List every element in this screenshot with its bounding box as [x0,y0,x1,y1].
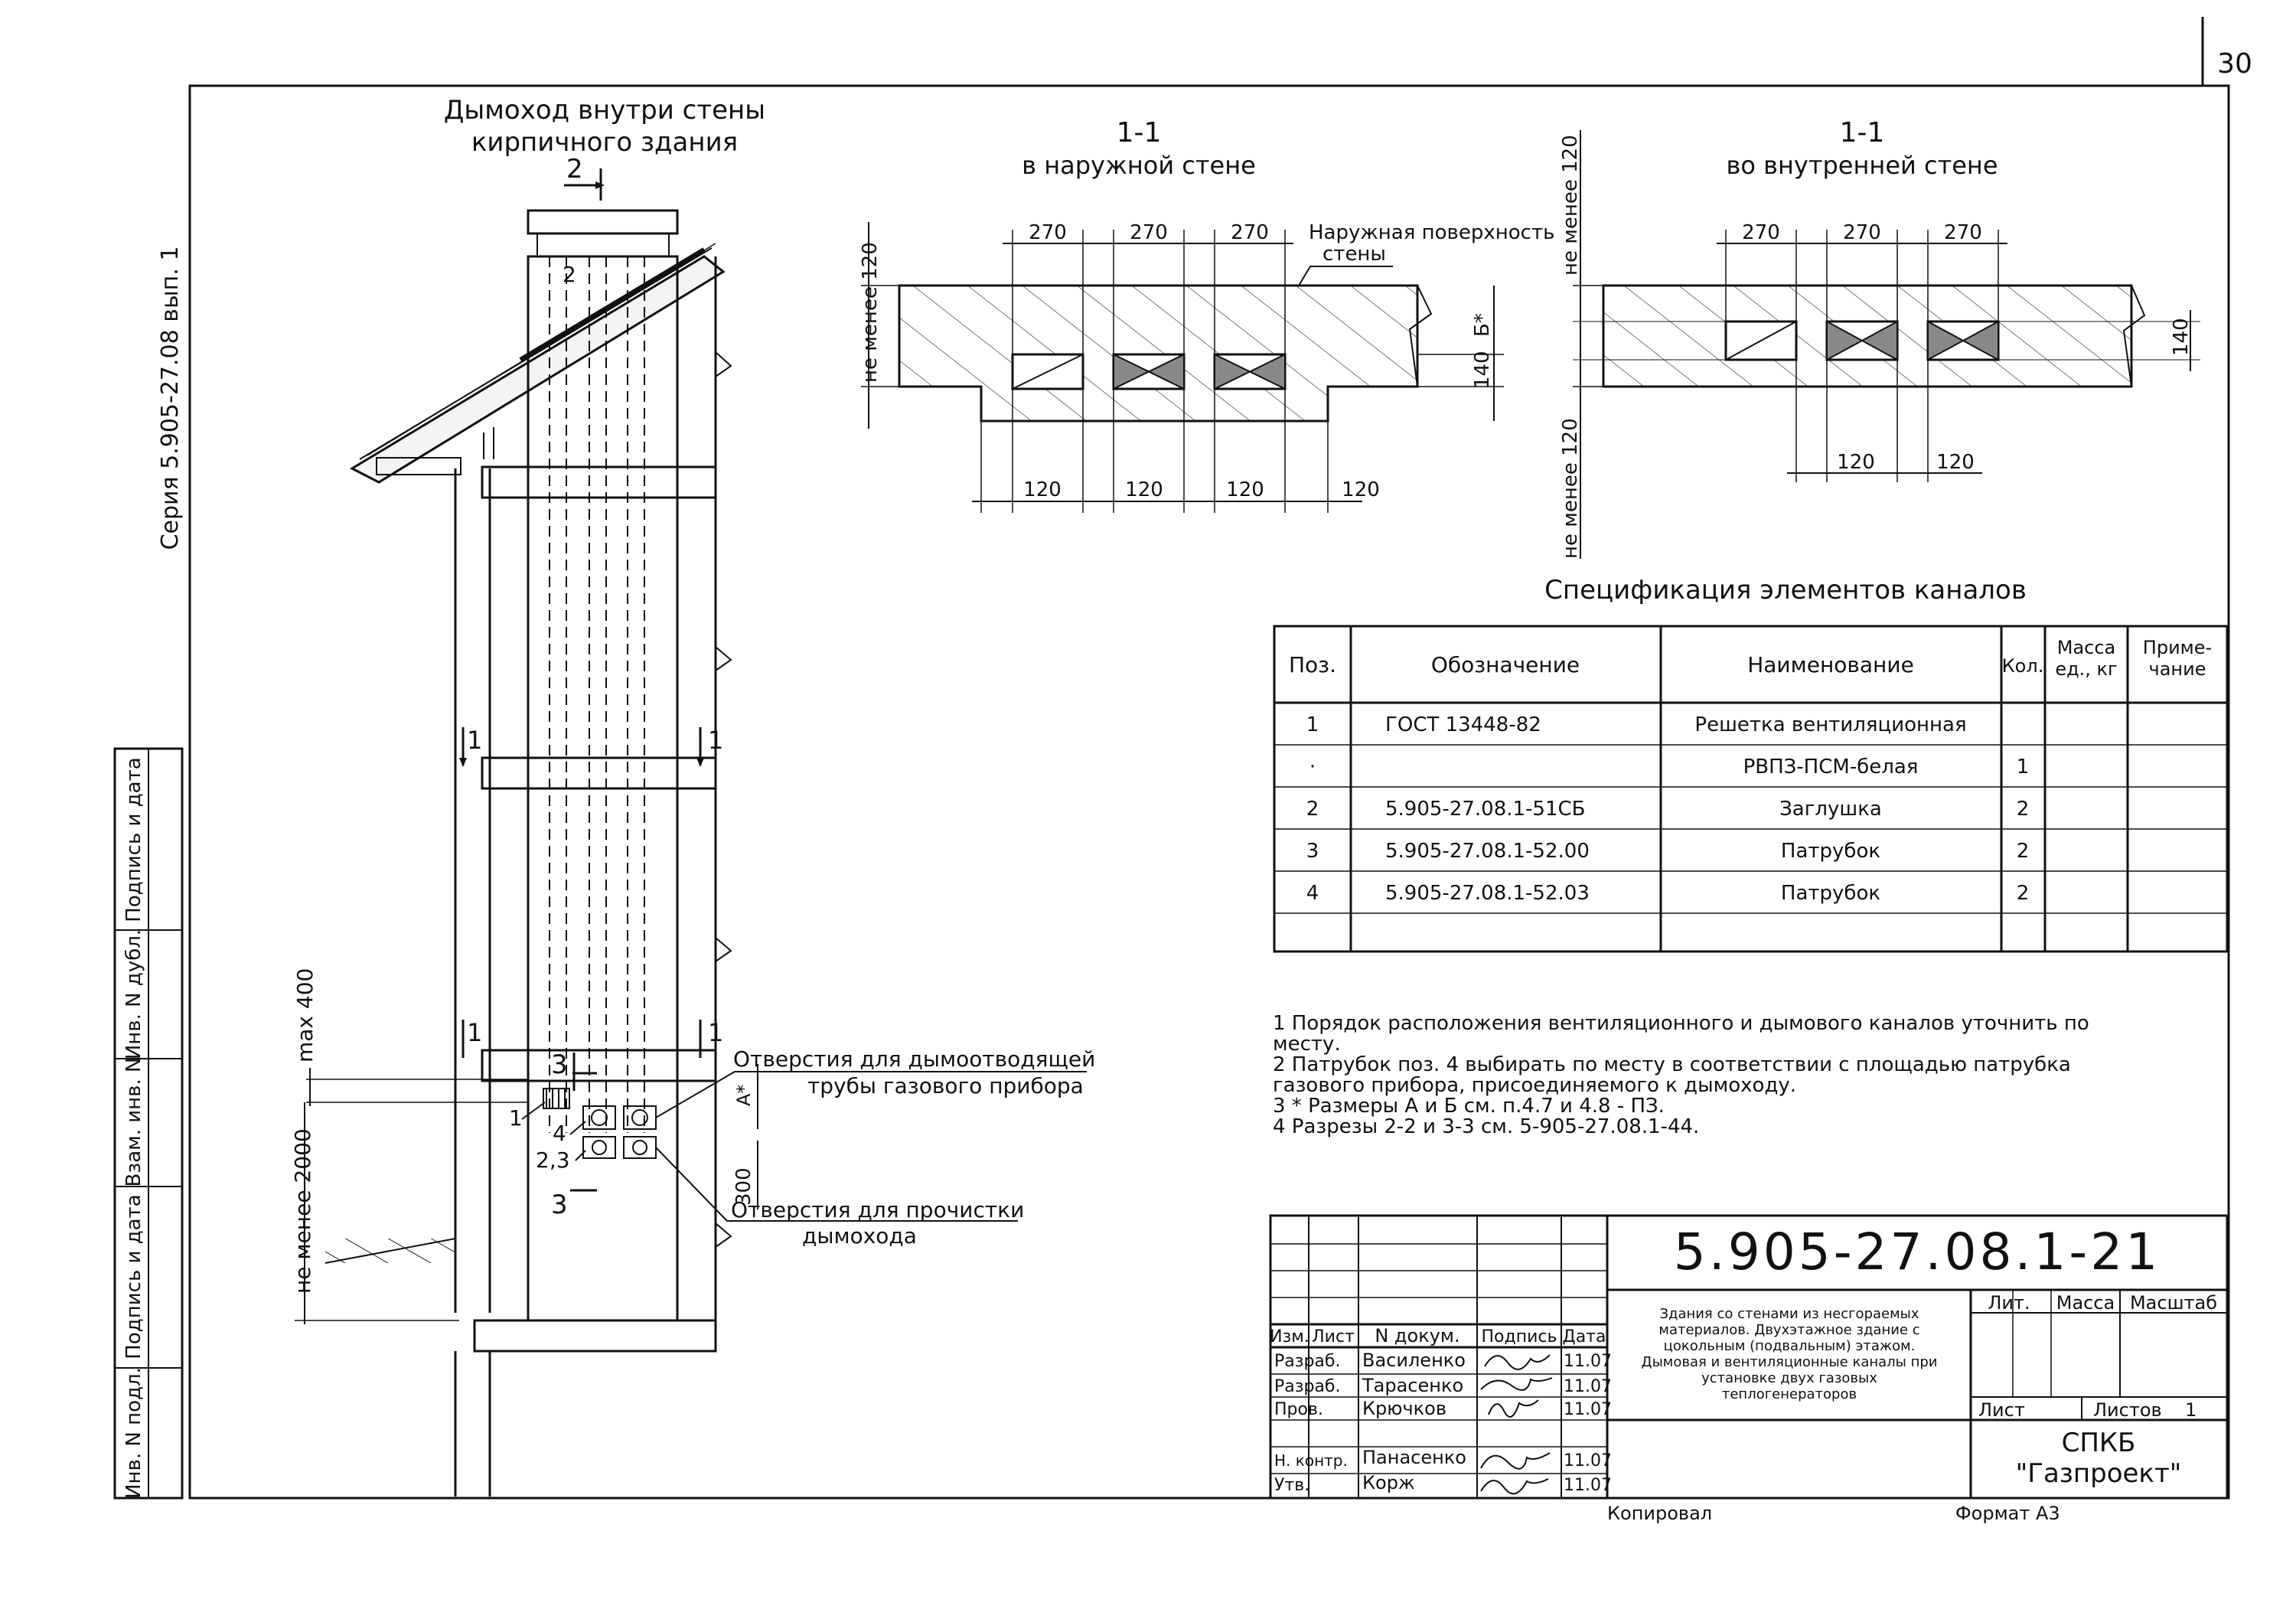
note-clean-opening-2: дымохода [802,1223,917,1249]
note-line-2: месту. [1273,1033,1341,1056]
spec-header-name: Наименование [1747,652,1914,677]
spec-row-4-name: Патрубок [1780,840,1881,863]
section-mark-1-right-b: 1 [708,1018,724,1047]
tb-header-list: Лист [1312,1327,1355,1346]
spec-row-2-pos: · [1309,756,1316,778]
spec-row-4-pos: 3 [1306,840,1319,863]
inner-dim-top-2: 270 [1843,221,1881,244]
inner-dim-bottom-2: 120 [1936,451,1975,474]
tb-org-line-1: СПКБ [2061,1428,2136,1458]
tb-sheets-label: Листов [2093,1399,2162,1421]
note-clean-opening-1: Отверстия для прочистки [731,1197,1025,1222]
tb-header-izm: Изм. [1270,1327,1309,1346]
section-mark-2-cap: 2 [563,262,576,287]
note-line-3: 2 Патрубок поз. 4 выбирать по месту в соответствии с площадью патрубка [1273,1053,2071,1076]
spec-header-note: Приме- чание [2142,637,2213,680]
spec-row-5-name: Патрубок [1780,882,1881,905]
note-line-1: 1 Порядок расположения вентиляционного и дымового каналов уточнить по [1273,1012,2089,1035]
series-label: Серия 5.905-27.08 вып. 1 [157,246,184,550]
note-line-6: 4 Разрезы 2-2 и 3-3 см. 5-905-27.08.1-44. [1273,1115,1700,1138]
tb-desc-1: Здания со стенами из несгораемых [1659,1306,1919,1322]
signature-5 [1481,1479,1548,1493]
tb-desc-2: материалов. Двухэтажное здание с [1658,1322,1920,1338]
side-stamp [115,749,182,1499]
tb-desc-5: установке двух газовых [1701,1370,1877,1386]
stamp-label-sign-date-1: Подпись и дата [122,757,145,922]
spec-header-pos: Поз. [1289,652,1336,677]
tb-date-5: 11.07 [1564,1476,1612,1495]
title-block [1270,1216,2227,1524]
dim-a: А* [733,1084,755,1106]
tb-header-doc: N докум. [1375,1325,1460,1346]
spec-row-1-name: Решетка вентиляционная [1694,713,1967,736]
tb-sheets-value: 1 [2185,1399,2197,1421]
section-mark-1-right: 1 [708,726,724,755]
section-inner-wall [1559,117,2200,559]
spec-row-5-designation: 5.905-27.08.1-52.03 [1385,882,1590,905]
section-mark-3-top: 3 [551,1049,568,1080]
section-outer-title: 1-1 [1116,117,1162,149]
tb-role-3: Пров. [1274,1400,1323,1419]
section-outer-subtitle: в наружной стене [1022,151,1256,180]
outer-dim-bottom-4: 120 [1342,478,1380,501]
signature-2 [1481,1378,1552,1390]
section-mark-1-left-b: 1 [467,1018,483,1047]
tb-header-sign: Подпись [1481,1327,1557,1346]
spec-title: Спецификация элементов каналов [1544,575,2027,605]
dim-300: 300 [732,1167,755,1206]
stamp-label-podl: Инв. N подл. [122,1367,145,1499]
tb-mass-label: Масса [2056,1292,2115,1314]
tb-name-2: Тарасенко [1362,1375,1464,1396]
tb-desc-6: теплогенераторов [1721,1386,1857,1402]
inner-dim-bottom-1: 120 [1837,451,1875,474]
outer-surface-label-1: Наружная поверхность [1309,221,1555,244]
tb-copied: Копировал [1607,1503,1713,1524]
outer-dim-bottom-1: 120 [1023,478,1062,501]
spec-row-2-name: РВПЗ-ПСМ-белая [1743,756,1919,778]
tb-lit-label: Лит. [1988,1292,2030,1314]
chimney-cap [528,211,677,233]
ventilation-grate [543,1089,569,1108]
spec-row-1-pos: 1 [1306,713,1319,736]
callout-1: 1 [509,1105,523,1131]
spec-row-4-qty: 2 [2016,840,2030,863]
tb-role-2: Разраб. [1274,1377,1341,1396]
inner-dim-top-1: 270 [1742,221,1780,244]
section-mark-3-bottom: 3 [551,1190,568,1220]
outer-dim-top-2: 270 [1130,221,1168,244]
outer-dim-top-1: 270 [1029,221,1067,244]
notes [1273,1012,2089,1138]
tb-name-4: Панасенко [1362,1447,1466,1468]
stamp-label-vzam: Взам. инв. N [122,1057,145,1187]
spec-row-1-designation: ГОСТ 13448-82 [1385,713,1541,736]
signature-3 [1489,1400,1538,1417]
tb-desc-3: цокольным (подвальным) этажом. [1663,1338,1916,1354]
spec-header-qty: Кол. [2001,655,2044,677]
specification-table [1274,575,2227,951]
tb-name-3: Крючков [1362,1398,1446,1419]
tb-date-3: 11.07 [1564,1400,1612,1419]
spec-row-3-qty: 2 [2016,798,2030,821]
inner-dim-top-3: 270 [1944,221,1982,244]
tb-role-5: Утв. [1274,1476,1310,1495]
signature-1 [1485,1355,1550,1369]
tb-desc-4: Дымовая и вентиляционные каналы при [1641,1354,1938,1370]
inner-dim-min-120-top: не менее 120 [1559,135,1582,276]
tb-scale-label: Масштаб [2129,1292,2218,1314]
outer-dim-bottom-2: 120 [1125,478,1163,501]
spec-row-3-name: Заглушка [1779,798,1882,821]
roof-slope [352,256,723,482]
tb-sheet-label: Лист [1978,1399,2025,1421]
doc-code: 5.905-27.08.1-21 [1673,1222,2161,1281]
spec-row-3-designation: 5.905-27.08.1-51СБ [1385,798,1586,821]
tb-date-1: 11.07 [1564,1352,1612,1371]
outer-dim-140: 140 [1471,351,1494,389]
spec-row-5-qty: 2 [2016,882,2030,905]
spec-row-2-qty: 1 [2016,756,2030,778]
elevation-title-1: Дымоход внутри стены [443,95,766,126]
spec-row-3-pos: 2 [1306,798,1319,821]
slab-1 [482,1050,716,1081]
spec-row-5-pos: 4 [1306,882,1319,905]
slab-2 [482,758,716,788]
section-mark-1-left: 1 [467,726,483,755]
note-flue-opening-1: Отверстия для дымоотводящей [733,1046,1096,1072]
dim-max-400: max 400 [292,968,318,1062]
spec-header-mass: Масса ед., кг [2055,637,2118,680]
section-outer-wall [859,117,1554,513]
tb-date-2: 11.07 [1564,1377,1612,1396]
section-inner-subtitle: во внутренней стене [1726,151,1998,180]
inner-dim-140: 140 [2170,318,2193,356]
slab-basement [475,1320,716,1351]
spec-header-designation: Обозначение [1430,652,1580,677]
outer-dim-min-120: не менее 120 [859,242,882,383]
tb-name-1: Василенко [1362,1350,1466,1371]
tb-org-line-2: "Газпроект" [2015,1458,2182,1489]
tb-header-date: Дата [1562,1327,1606,1346]
stamp-label-sign-date-2: Подпись и дата [122,1194,145,1360]
tb-role-4: Н. контр. [1274,1451,1348,1470]
elevation-title-2: кирпичного здания [471,127,739,158]
slab-roof [482,467,716,498]
section-inner-title: 1-1 [1839,117,1885,149]
outer-surface-label-2: стены [1322,243,1386,266]
tb-name-5: Корж [1362,1472,1415,1493]
outer-dim-b: Б* [1471,313,1494,337]
note-line-4: газового прибора, присоединяемого к дымоходу. [1273,1074,1797,1097]
stamp-label-dubl: Инв. N дубл. [122,929,145,1060]
note-flue-opening-2: трубы газового прибора [807,1073,1084,1098]
tb-format: Формат А3 [1955,1503,2060,1524]
sheet-number: 30 [2217,48,2252,80]
dim-min-2000: не менее 2000 [290,1128,315,1294]
spec-row-4-designation: 5.905-27.08.1-52.00 [1385,840,1590,863]
callout-2-3: 2,3 [536,1147,570,1173]
signature-4 [1481,1453,1550,1469]
callout-4: 4 [553,1121,566,1146]
section-mark-2-top: 2 [566,154,583,184]
outer-dim-bottom-3: 120 [1226,478,1264,501]
inner-dim-min-120-bottom: не менее 120 [1559,418,1582,559]
tb-date-4: 11.07 [1564,1451,1612,1470]
tb-role-1: Разраб. [1274,1352,1341,1371]
outer-dim-top-3: 270 [1231,221,1269,244]
note-line-5: 3 * Размеры А и Б см. п.4.7 и 4.8 - ПЗ. [1273,1095,1665,1118]
